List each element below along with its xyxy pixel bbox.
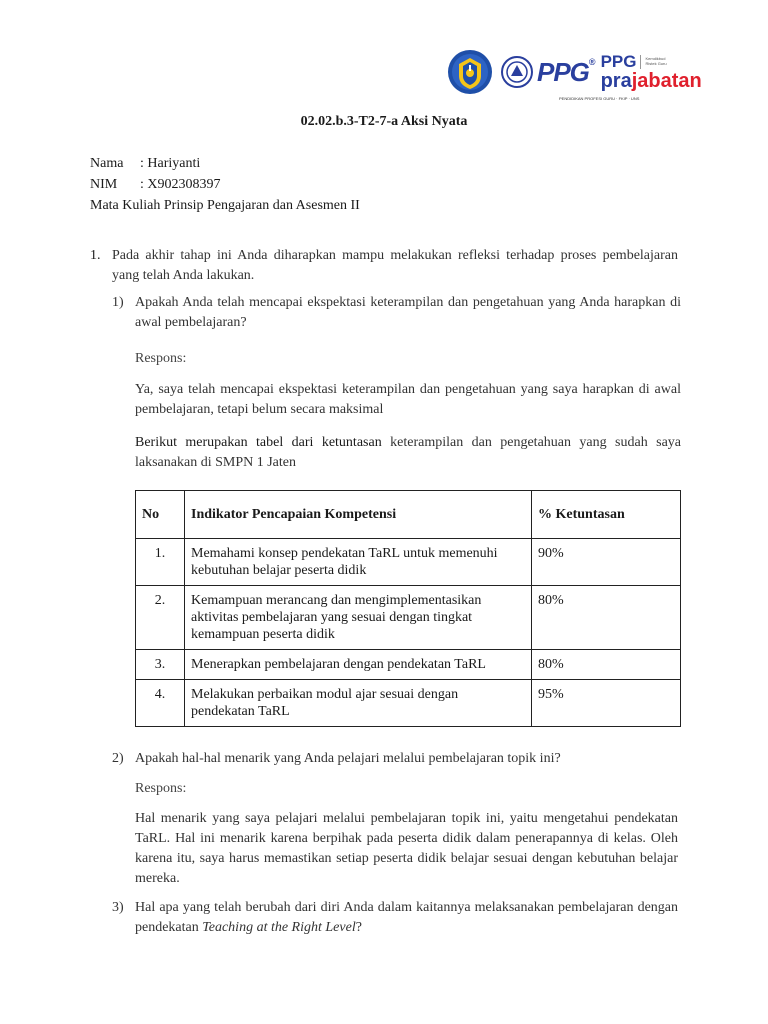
table-cell-percent: 80% [532,650,681,680]
table-row [136,680,681,727]
table-header-percent: % Ketuntasan [532,491,681,539]
sub-question-number: 1) [112,295,124,310]
table-row [136,539,681,586]
competency-table [135,490,681,727]
table-intro [135,433,681,473]
identity-value: : X902308397 [140,177,221,192]
course-name: Mata Kuliah Prinsip Pengajaran dan Asesmen II [90,198,360,213]
table-header-no: No [136,491,185,539]
question-1 [90,246,678,286]
question-text: Pada akhir tahap ini Anda diharapkan mampu melakukan refleksi terhadap proses pembelajaran yang telah Anda lakukan. [112,248,678,283]
brand-prajabatan-text: prajabatan [600,70,702,92]
brand-ppg-text: PPG [600,52,637,71]
identity-row-name [90,153,360,174]
table-cell-indicator: Menerapkan pembelajaran dengan pendekatan TaRL [185,650,532,680]
tut-wuri-handayani-emblem-icon [447,49,493,95]
sub-question-text: Apakah Anda telah mencapai ekspektasi keterampilan dan pengetahuan yang Anda harapkan di awal pembelajaran? [135,295,681,330]
italic-term: Teaching at the Right Level [202,920,356,935]
table-cell-indicator: Melakukan perbaikan modul ajar sesuai dengan pendekatan TaRL [185,680,532,727]
uns-seal-icon [501,56,533,88]
identity-block [90,153,360,216]
response-label: Respons: [135,781,187,796]
sub-question-number: 3) [112,900,124,915]
table-header-indicator: Indikator Pencapaian Kompetensi [185,491,532,539]
table-cell-no: 4. [136,680,185,727]
sub-question-3 [112,898,678,938]
table-cell-no: 1. [136,539,185,586]
table-intro-lead: Berikut merupakan tabel dari ketuntasan [135,435,391,450]
sub-question-number: 2) [112,751,124,766]
table-cell-percent: 90% [532,539,681,586]
sub-question-2 [112,749,678,889]
identity-value: : Hariyanti [140,156,201,171]
ppg-logo-subtitle: PENDIDIKAN PROFESI GURU · FKIP · UNS [559,96,640,101]
brand-divider [640,55,641,69]
table-intro-rest: keterampilan dan pengetahuan yang sudah saya laksanakan di SMPN 1 Jaten [135,435,681,470]
table-cell-percent: 95% [532,680,681,727]
table-header-row [136,491,681,539]
table-cell-no: 2. [136,586,185,650]
header-logos [447,46,702,101]
response-label: Respons: [135,351,187,366]
table-row [136,586,681,650]
ppg-logo-text: PPG® [537,56,595,87]
table-cell-no: 3. [136,650,185,680]
identity-label: NIM [90,177,118,192]
document-title: 02.02.b.3-T2-7-a Aksi Nyata [300,114,468,129]
question-number: 1. [90,248,101,263]
brand-small-text: Kemdikbud Ristek Guru [645,55,667,66]
identity-label: Nama [90,156,124,171]
sub-question-1 [112,293,681,727]
sub-question-text: Hal apa yang telah berubah dari diri Anda dalam kaitannya melaksanakan pembelajaran dengan pendekatan Teaching at the Right Level? [135,900,678,935]
table-row [136,650,681,680]
table-cell-percent: 80% [532,586,681,650]
identity-row-nim [90,174,360,195]
sub-question-text: Apakah hal-hal menarik yang Anda pelajari melalui pembelajaran topik ini? [135,751,561,766]
table-cell-indicator: Memahami konsep pendekatan TaRL untuk memenuhi kebutuhan belajar peserta didik [185,539,532,586]
ppg-prajabatan-brand [601,53,702,91]
main-content [90,246,681,938]
table-cell-indicator: Kemampuan merancang dan mengimplementasikan aktivitas pembelajaran yang sesuai dengan tingkat kemampuan peserta didik [185,586,532,650]
response-answer: Hal menarik yang saya pelajari melalui pembelajaran topik ini, yaitu mengetahui pendekatan TaRL. Hal ini menarik karena berpihak pada peserta didik dalam penerapannya di kelas. Oleh karena itu, saya harus memastikan setiap peserta didik belajar sesuai dengan kebutuhan belajar mereka. [135,811,678,886]
response-answer: Ya, saya telah mencapai ekspektasi keterampilan dan pengetahuan yang saya harapkan di awal pembelajaran, tetapi belum secara maksimal [135,382,681,417]
